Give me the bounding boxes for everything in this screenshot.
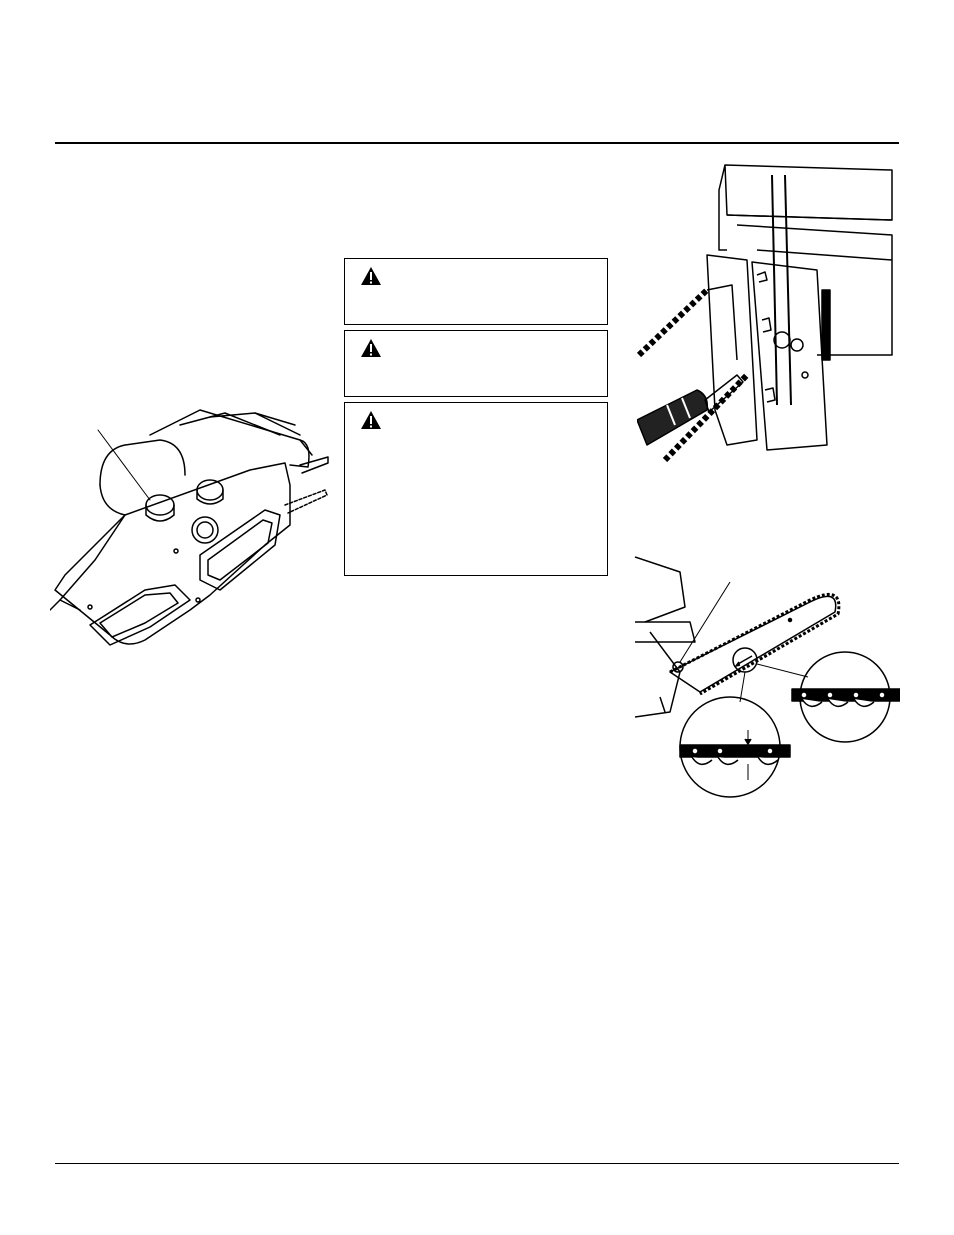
chain-tension-illustration — [630, 552, 900, 798]
warning-box-3 — [344, 402, 608, 576]
warning-box-2 — [344, 330, 608, 397]
chainsaw-side-cover-illustration — [50, 395, 335, 670]
footer-rule — [55, 1163, 899, 1164]
header-rule — [55, 142, 899, 144]
warning-triangle-icon — [360, 266, 382, 286]
warning-box-1 — [344, 258, 608, 325]
chain-sprocket-screwdriver-illustration — [637, 160, 894, 462]
warning-triangle-icon — [360, 338, 382, 358]
warning-triangle-icon — [360, 410, 382, 430]
